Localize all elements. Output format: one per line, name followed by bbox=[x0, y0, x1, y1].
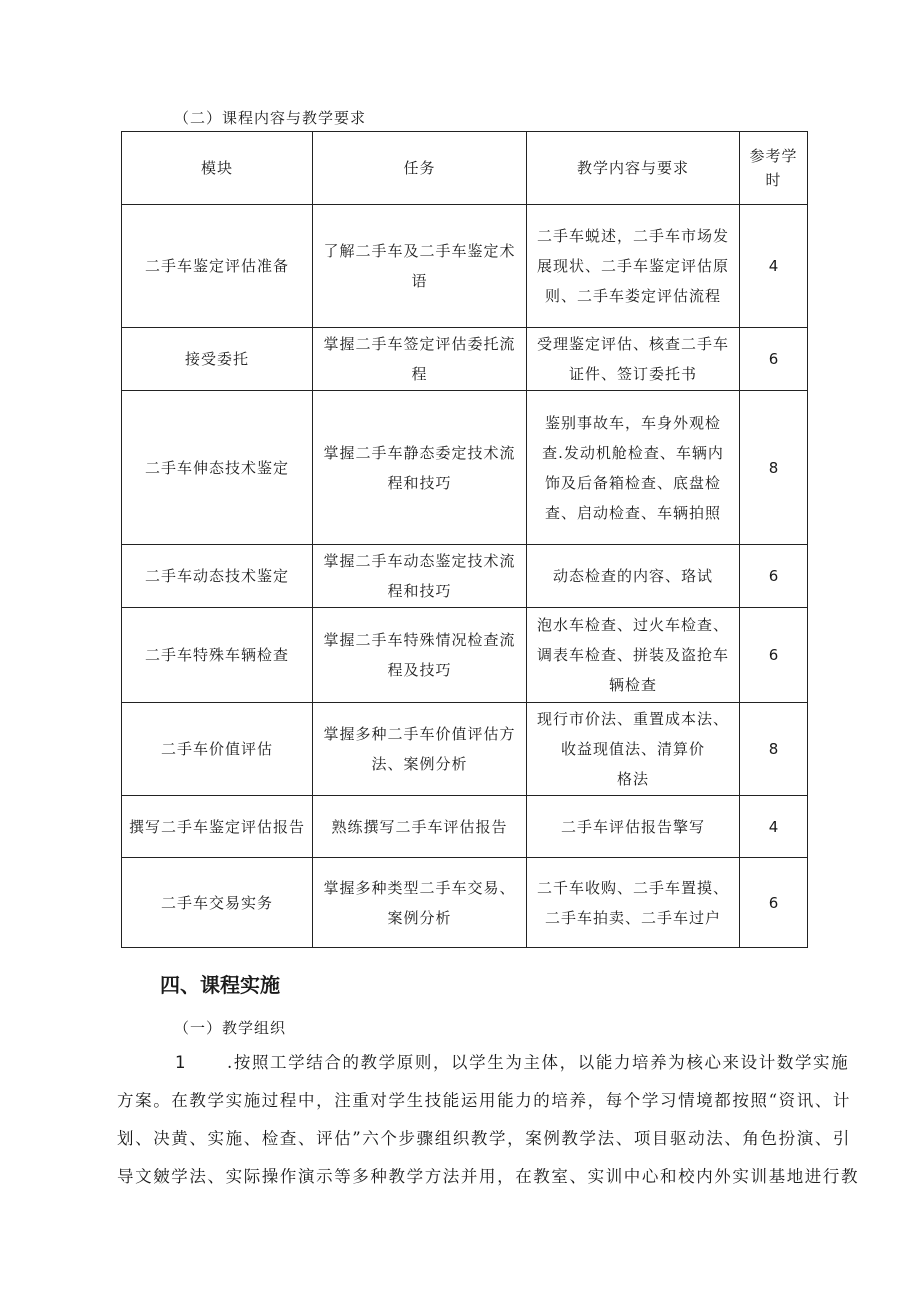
content-cell bbox=[527, 703, 740, 796]
module-cell: 二手车特殊车辆检查 bbox=[122, 608, 313, 703]
table-row bbox=[122, 858, 808, 948]
content-cell bbox=[527, 796, 740, 858]
content-line: 查、启动检查、车辆拍照 bbox=[544, 503, 721, 522]
content-line: 现行市价法、重置成本法、 bbox=[536, 710, 729, 728]
header-task: 任务 bbox=[313, 132, 527, 205]
table-row bbox=[122, 796, 808, 858]
hours-cell: 8 bbox=[740, 703, 808, 796]
hours-cell: 8 bbox=[740, 391, 808, 545]
content-line: 展现状、二手车鉴定评估原 bbox=[536, 257, 729, 275]
content-line: 调表车检查、拼装及盗抢车 bbox=[536, 646, 729, 664]
header-content: 教学内容与要求 bbox=[527, 132, 740, 205]
content-cell bbox=[527, 328, 740, 391]
paragraph bbox=[117, 1044, 860, 1196]
module-cell: 二手车伸态技术鉴定 bbox=[122, 391, 313, 545]
table-caption: （二）课程内容与教学要求 bbox=[174, 109, 367, 127]
paragraph-line: 导文皴学法、实际操作演示等多种教学方法并用，在教室、实训中心和校内外实训基地进行教 bbox=[117, 1167, 860, 1186]
content-line: 泡水车检查、过火车检查、 bbox=[536, 616, 729, 634]
content-line: 二千车收购、二手车置摸、 bbox=[536, 878, 729, 897]
task-cell: 掌握二手车动态鉴定技术流程和技巧 bbox=[313, 545, 527, 608]
hours-cell: 4 bbox=[740, 205, 808, 328]
content-line: 二手车评估报告擎写 bbox=[560, 817, 705, 836]
content-line: 受理鉴定评估、核查二手车 bbox=[536, 335, 729, 353]
content-line: 格法 bbox=[616, 770, 649, 788]
task-cell: 掌握二手车特殊情况检查流程及技巧 bbox=[313, 608, 527, 703]
content-line: 动态检查的内容、珞试 bbox=[552, 567, 713, 585]
task-cell: 了解二手车及二手车鉴定术语 bbox=[313, 205, 527, 328]
paragraph-line: 方案。在教学实施过程中，注重对学生技能运用能力的培养，每个学习情境都按照“资讯、计 bbox=[117, 1091, 852, 1110]
content-line: 饰及后备箱检查、底盘检 bbox=[544, 473, 721, 492]
table-row bbox=[122, 205, 808, 328]
content-line: 二手车拍卖、二手车过户 bbox=[544, 908, 721, 927]
task-cell: 掌握二手车静态委定技术流程和技巧 bbox=[313, 391, 527, 545]
content-cell bbox=[527, 545, 740, 608]
content-line: 辆检查 bbox=[608, 676, 657, 694]
module-cell: 接受委托 bbox=[122, 328, 313, 391]
content-line: 证件、签订委托书 bbox=[568, 365, 697, 383]
header-hours: 参考学时 bbox=[740, 132, 808, 205]
header-module: 模块 bbox=[122, 132, 313, 205]
hours-cell: 4 bbox=[740, 796, 808, 858]
chapter-title: 四、课程实施 bbox=[160, 973, 280, 997]
task-cell: 掌握多种类型二手车交易、案例分析 bbox=[313, 858, 527, 948]
module-cell: 二手车交易实务 bbox=[122, 858, 313, 948]
paragraph-line: 划、决黄、实施、检查、评估”六个步骤组织教学，案例教学法、项目驱动法、角色扮演、引 bbox=[117, 1129, 852, 1148]
table-row bbox=[122, 703, 808, 796]
table-header-row bbox=[122, 132, 808, 205]
table-row bbox=[122, 608, 808, 703]
hours-cell: 6 bbox=[740, 858, 808, 948]
sub-title: （一）教学组织 bbox=[174, 1019, 287, 1037]
task-cell: 熟练撰写二手车评估报告 bbox=[313, 796, 527, 858]
content-line: 二手车蜕述，二手车市场发 bbox=[536, 227, 729, 245]
paragraph-number: 1 bbox=[175, 1053, 188, 1072]
content-cell bbox=[527, 608, 740, 703]
content-cell bbox=[527, 205, 740, 328]
table-row bbox=[122, 391, 808, 545]
module-cell: 撰写二手车鉴定评估报告 bbox=[122, 796, 313, 858]
hours-cell: 6 bbox=[740, 545, 808, 608]
hours-cell: 6 bbox=[740, 328, 808, 391]
paragraph-line: 1 .按照工学结合的教学原则，以学生为主体，以能力培养为核心来设计数学实施 bbox=[117, 1044, 817, 1082]
table-row bbox=[122, 328, 808, 391]
course-content-table bbox=[121, 131, 808, 948]
task-cell: 掌握多种二手车价值评估方法、案例分析 bbox=[313, 703, 527, 796]
table-row bbox=[122, 545, 808, 608]
module-cell: 二手车动态技术鉴定 bbox=[122, 545, 313, 608]
module-cell: 二手车鉴定评估准备 bbox=[122, 205, 313, 328]
hours-cell: 6 bbox=[740, 608, 808, 703]
content-line: 鉴别事故车，车身外观检 bbox=[544, 413, 721, 432]
module-cell: 二手车价值评估 bbox=[122, 703, 313, 796]
content-line: 查.发动机舱检查、车辆内 bbox=[542, 443, 724, 462]
task-cell: 掌握二手车签定评估委托流程 bbox=[313, 328, 527, 391]
content-line: 则、二手车娄定评估流程 bbox=[544, 287, 721, 305]
content-cell bbox=[527, 858, 740, 948]
content-cell bbox=[527, 391, 740, 545]
content-line: 收益现值法、清算价 bbox=[560, 740, 705, 758]
